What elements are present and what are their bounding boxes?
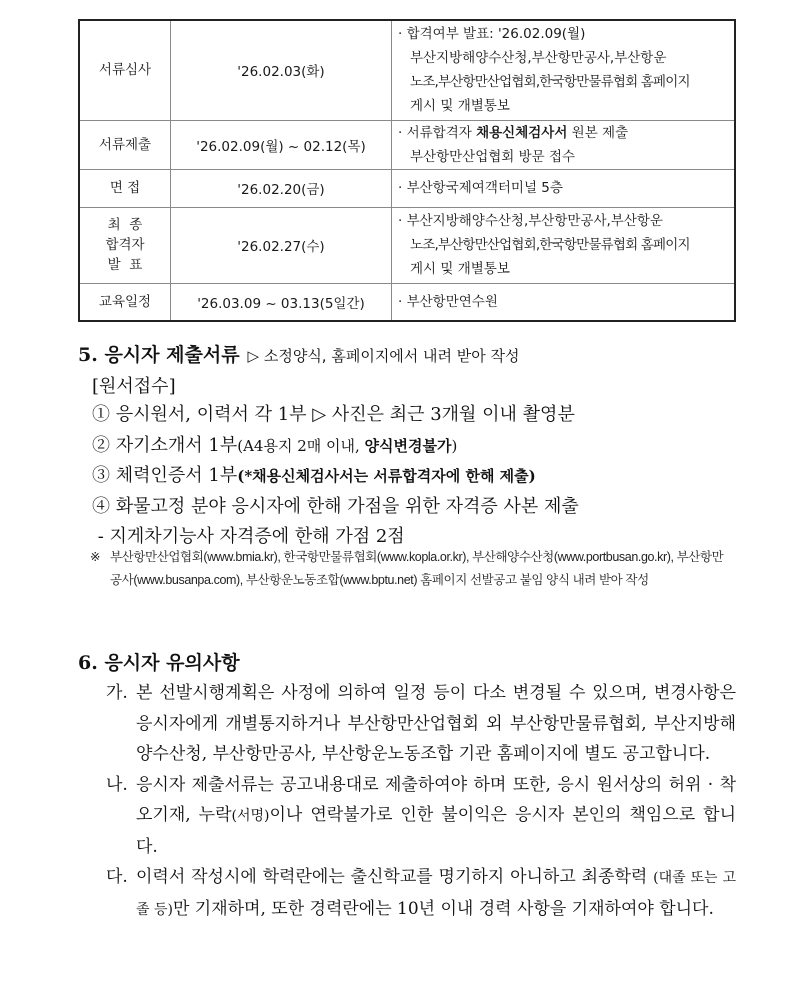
details-cell (392, 20, 736, 120)
subheading-application: [원서접수] (92, 376, 176, 397)
reference-mark-icon: ※ (90, 550, 101, 564)
list-item: ② 자기소개서 1부(A4용지 2매 이내, 양식변경불가) (92, 434, 458, 456)
date-cell: '26.02.09(월) ~ 02.12(목) (171, 120, 392, 169)
stage-cell: 서류심사 (79, 20, 171, 120)
date-cell: '26.03.09 ~ 03.13(5일간) (171, 283, 392, 321)
document-list (92, 400, 579, 553)
list-item: 나. 응시자 제출서류는 공고내용대로 제출하여야 하며 또한, 응시 원서상의 허위 · 착오기재, 누락(서명)이나 연락불가로 인한 불이익은 응시자 본인의 책임으로 합니다. (106, 770, 736, 863)
list-item: ④ 화물고정 분야 응시자에 한해 가점을 위한 자격증 사본 제출 (92, 495, 579, 517)
stage-cell: 면 접 (79, 169, 171, 207)
item-label: 다. (106, 867, 128, 887)
table-row (79, 120, 735, 169)
list-item: 다. 이력서 작성시에 학력란에는 출신학교를 명기하지 아니하고 최종학력 (대졸 또는 고졸 등)만 기재하며, 또한 경력란에는 10년 이내 경력 사항을 기재하여야 합니다. (106, 862, 736, 925)
schedule-table (78, 19, 736, 322)
item-label: 나. (106, 774, 128, 795)
date-cell: '26.02.20(금) (171, 169, 392, 207)
details-line: 노조,부산항만산업협회,한국항만물류협회 홈페이지 (410, 74, 690, 91)
section-note: ▷ 소정양식, 홈페이지에서 내려 받아 작성 (247, 347, 520, 365)
section-6-heading: 6. 응시자 유의사항 (78, 652, 240, 674)
reference-text: 부산항만산업협회(www.bmia.kr), 한국항만물류협회(www.kopla.or.kr), 부산해양수산청(www.portbusan.go.kr), 부산항만공사(www.busanpa.com), 부산항운노동조합(www.bptu.net) 홈페이지 선발공고 붙임 양식 내려 받아 작성 (110, 550, 724, 587)
details-cell (392, 120, 736, 169)
details-cell (392, 169, 736, 207)
details-cell (392, 207, 736, 283)
date-cell: '26.02.27(수) (171, 207, 392, 283)
list-item: 가. 본 선발시행계획은 사정에 의하여 일정 등이 다소 변경될 수 있으며, 변경사항은 응시자에게 개별통지하거나 부산항만산업협회 외 부산항만물류협회, 부산지방해양수산청, 부산항만공사, 부산항운노동조합 기관 홈페이지에 별도 공고합니다. (106, 678, 736, 770)
table-row (79, 283, 735, 321)
stage-cell: 서류제출 (79, 120, 171, 169)
list-item: - 지게차기능사 자격증에 한해 가점 2점 (92, 526, 405, 547)
caution-list (106, 678, 736, 925)
table-row (79, 207, 735, 283)
date-cell: '26.02.03(화) (171, 20, 392, 120)
stage-cell: 최 종 합격자 발 표 (79, 207, 171, 283)
details-line: 게시 및 개별통보 (410, 261, 510, 277)
section-title: 5. 응시자 제출서류 (78, 344, 240, 366)
details-line: · 합격여부 발표: '26.02.09(월) (398, 26, 586, 43)
details-line: · 부산지방해양수산청,부산항만공사,부산항운 (398, 213, 663, 229)
details-line: 부산지방해양수산청,부산항만공사,부산항운 (410, 50, 667, 67)
list-item: ① 응시원서, 이력서 각 1부 ▷ 사진은 최근 3개월 이내 촬영분 (92, 404, 575, 425)
details-line: · 서류합격자 채용신체검사서 원본 제출 (398, 124, 629, 141)
bold-text: 채용신체검사서 (476, 124, 568, 141)
details-line: 노조,부산항만산업협회,한국항만물류협회 홈페이지 (410, 237, 690, 253)
details-line: · 부산항만연수원 (398, 293, 498, 310)
item-label: 가. (106, 683, 128, 703)
details-cell (392, 283, 736, 321)
table-row (79, 169, 735, 207)
reference-note (90, 546, 730, 592)
details-line: 게시 및 개별통보 (410, 98, 510, 115)
table-row (79, 20, 735, 120)
stage-cell: 교육일정 (79, 283, 171, 321)
section-5-heading (78, 340, 520, 367)
details-line: 부산항만산업협회 방문 접수 (410, 148, 576, 165)
details-line: · 부산항국제여객터미널 5층 (398, 180, 563, 196)
list-item: ③ 체력인증서 1부(*채용신체검사서는 서류합격자에 한해 제출) (92, 465, 536, 486)
